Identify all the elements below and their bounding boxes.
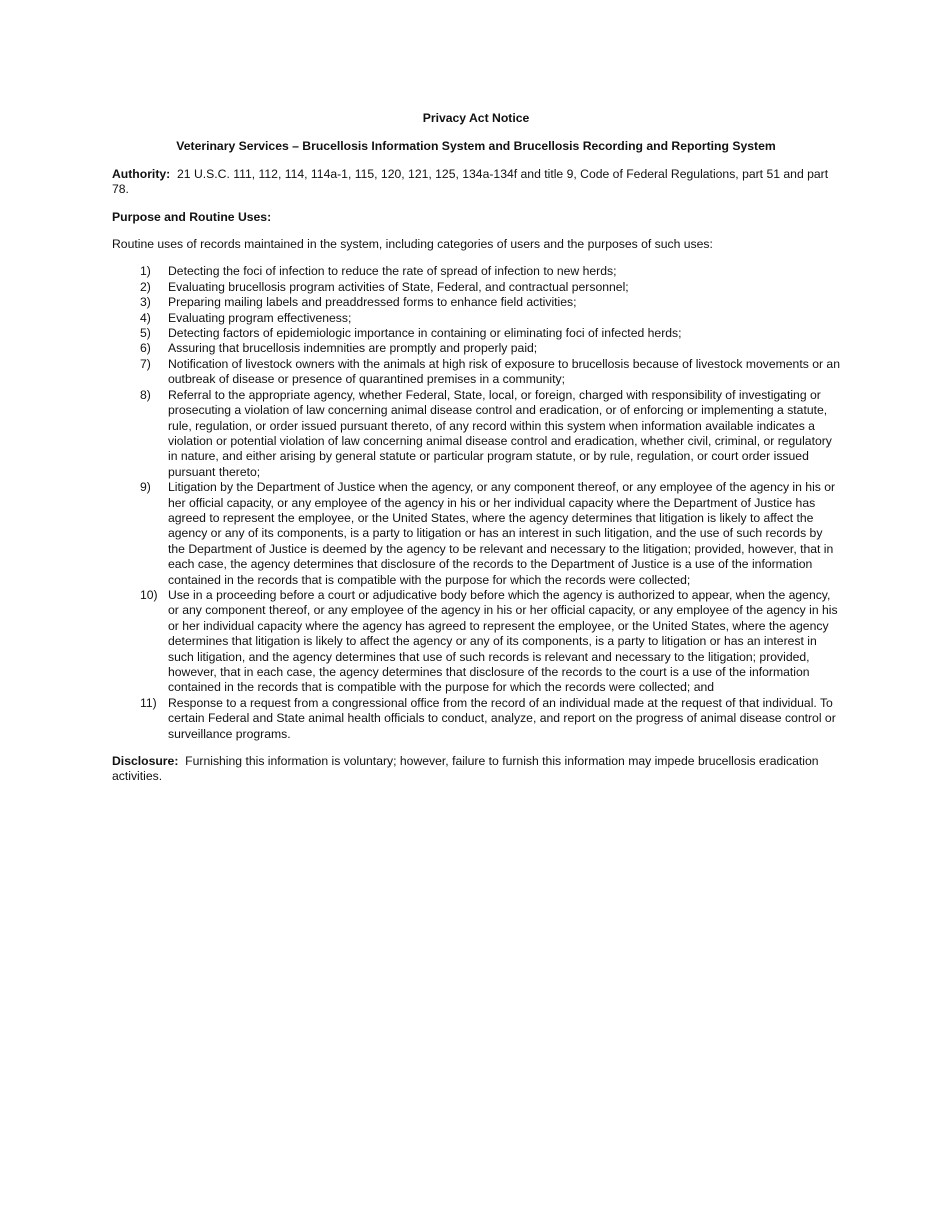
list-item-text: Assuring that brucellosis indemnities are promptly and properly paid; bbox=[168, 341, 538, 356]
list-item bbox=[112, 357, 840, 388]
list-item-text: Response to a request from a congressional office from the record of an individual made at the request of that individual. To certain Federal and State animal health officials to conduct, analyze, and report on the progress of animal disease control or surveillance programs. bbox=[168, 695, 836, 741]
list-item-number: 3) bbox=[140, 295, 151, 310]
list-item-number: 1) bbox=[140, 264, 151, 279]
list-item-number: 10) bbox=[140, 587, 158, 602]
list-item bbox=[112, 388, 840, 480]
list-item-text: Preparing mailing labels and preaddressed forms to enhance field activities; bbox=[168, 295, 577, 310]
list-item bbox=[112, 341, 840, 356]
list-item-number: 9) bbox=[140, 480, 151, 495]
list-item bbox=[112, 480, 840, 588]
list-item-text: Detecting the foci of infection to reduce the rate of spread of infection to new herds; bbox=[168, 264, 617, 279]
list-item-text: Use in a proceeding before a court or adjudicative body before which the agency is authorized to appear, when the agency, or any component thereof, or any employee of the agency in his or her official capacity, or any employee of the agency in his or her individual capacity where the agency has agreed to represent the employee, or the United States, where the agency determines that litigation is likely to affect the agency or any of its components, is a party to litigation or has an interest in such litigation, and the agency determines that use of such records is relevant and necessary to the litigation; provided, however, that in each case, the agency determines that disclosure of the records to the court is a use of the information contained in the records that is compatible with the purpose for which the records were collected; and bbox=[168, 587, 838, 695]
list-item-number: 8) bbox=[140, 387, 151, 402]
list-item-number: 4) bbox=[140, 310, 151, 325]
page-title: Privacy Act Notice bbox=[422, 111, 530, 125]
list-item bbox=[112, 588, 840, 696]
authority-text: 21 U.S.C. 111, 112, 114, 114a-1, 115, 120, 121, 125, 134a-134f and title 9, Code of Federal Regulations, part 51 and part 78. bbox=[112, 166, 829, 197]
list-item-text: Notification of livestock owners with the animals at high risk of exposure to brucellosis because of livestock movements or an outbreak of disease or presence of quarantined premises in a community; bbox=[168, 356, 840, 387]
list-item-number: 6) bbox=[140, 341, 151, 356]
list-item bbox=[112, 326, 840, 341]
purpose-heading: Purpose and Routine Uses: bbox=[112, 209, 272, 224]
list-item bbox=[112, 264, 840, 279]
routine-uses-list bbox=[112, 264, 840, 742]
page-subtitle: Veterinary Services – Brucellosis Information System and Brucellosis Recording and Reporting System bbox=[176, 139, 776, 154]
list-item-text: Referral to the appropriate agency, whether Federal, State, local, or foreign, charged with responsibility of investigating or prosecuting a violation of law concerning animal disease control and eradication, or of enforcing or implementing a statute, rule, regulation, or order issued pursuant thereto, of any record within this system when information available indicates a violation or potential violation of law concerning animal disease control and eradication, whether civil, criminal, or regulatory in nature, and either arising by general statute or particular program statute, or by rule, regulation, or court order issued pursuant thereto; bbox=[168, 387, 832, 479]
list-item-text: Evaluating program effectiveness; bbox=[168, 310, 352, 325]
authority-label: Authority: bbox=[112, 166, 171, 181]
list-item-text: Evaluating brucellosis program activities of State, Federal, and contractual personnel; bbox=[168, 279, 629, 294]
privacy-act-notice-page bbox=[112, 111, 840, 797]
disclosure-text: Furnishing this information is voluntary; however, failure to furnish this information may impede brucellosis eradication activities. bbox=[112, 754, 819, 784]
disclosure-label: Disclosure: bbox=[112, 754, 179, 769]
disclosure-paragraph bbox=[112, 754, 840, 785]
list-item-text: Detecting factors of epidemiologic importance in containing or eliminating foci of infected herds; bbox=[168, 326, 682, 341]
list-item-text: Litigation by the Department of Justice when the agency, or any component thereof, or any employee of the agency in his or her official capacity, or any employee of the agency in his or her individual capacity where the Department of Justice has agreed to represent the employee, or the United States, where the agency determines that litigation is likely to affect the agency or any of its components, is a party to litigation or has an interest in such litigation, and the use of such records by the Department of Justice is deemed by the agency to be relevant and necessary to the litigation; provided, however, that in each case, the agency determines that disclosure of the records to the Department of Justice is a use of the information contained in the records that is compatible with the purpose for which the records were collected; bbox=[168, 480, 836, 587]
authority-paragraph bbox=[112, 167, 840, 198]
list-item bbox=[112, 311, 840, 326]
routine-intro: Routine uses of records maintained in the system, including categories of users and the purposes of such uses: bbox=[112, 237, 713, 252]
list-item-number: 2) bbox=[140, 279, 151, 294]
list-item-number: 7) bbox=[140, 356, 151, 371]
list-item-number: 11) bbox=[140, 695, 157, 710]
list-item-number: 5) bbox=[140, 326, 151, 341]
list-item bbox=[112, 696, 840, 742]
list-item bbox=[112, 295, 840, 310]
list-item bbox=[112, 280, 840, 295]
